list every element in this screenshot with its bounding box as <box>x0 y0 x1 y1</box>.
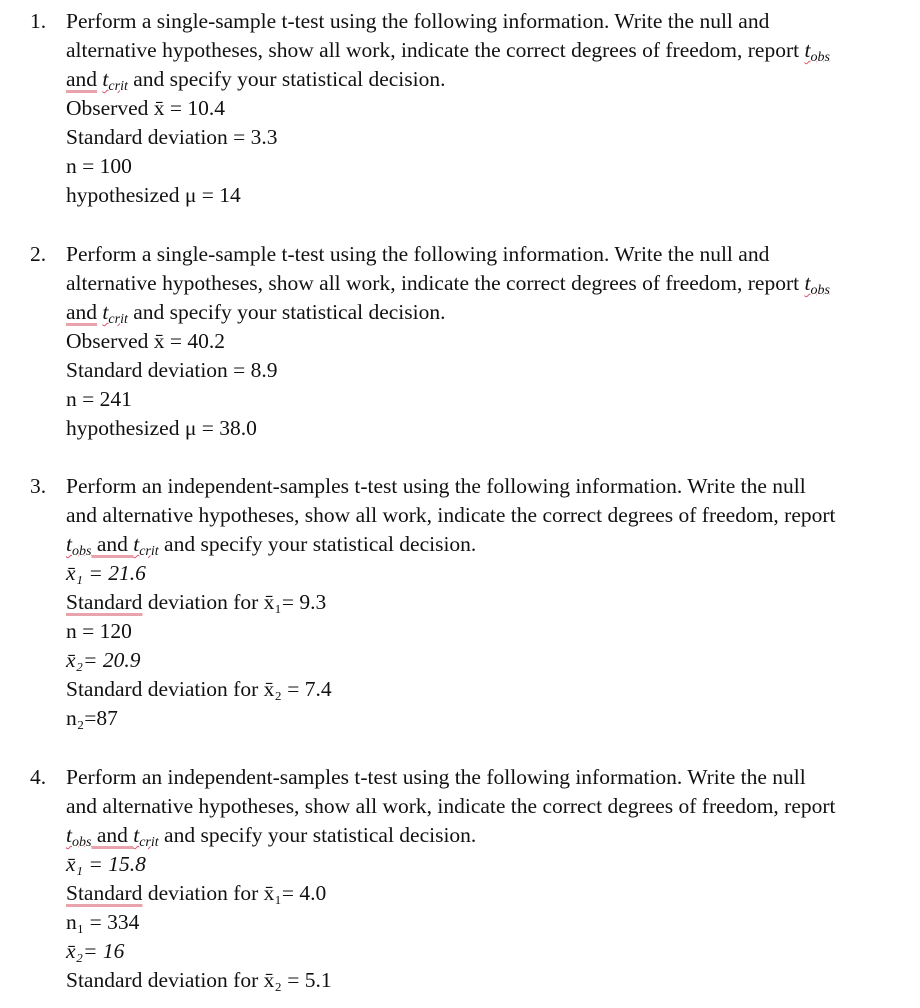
sample-1-sd-text: deviation for x̄₁= 9.3 <box>142 590 327 614</box>
observed-mean: Observed x̄ = 10.4 <box>66 96 226 120</box>
sample-2-sd: Standard deviation for x̄₂ = 5.1 <box>66 968 332 992</box>
intro-line-2 <box>66 36 910 65</box>
intro-line-2: and alternative hypotheses, show all work, indicate the correct degrees of freedom, report <box>66 794 836 818</box>
problem-body <box>66 240 910 443</box>
t-letter: t <box>133 823 140 847</box>
intro-line-1: Perform an independent-samples t-test using the following information. Write the null <box>66 765 806 789</box>
sample-size: n = 241 <box>66 387 132 411</box>
problem-number: 3. <box>30 474 47 498</box>
sample-1-sd <box>66 879 910 908</box>
t-letter: t <box>804 38 811 62</box>
problem-body <box>66 7 910 210</box>
t-letter: t <box>66 823 72 847</box>
t-obs-subscript: obs <box>71 544 92 559</box>
intro-line-2-text: alternative hypotheses, show all work, indicate the correct degrees of freedom, report <box>66 271 805 295</box>
intro-line-2: and alternative hypotheses, show all work, indicate the correct degrees of freedom, report <box>66 503 836 527</box>
sample-size: n = 100 <box>66 154 132 178</box>
intro-line-2 <box>66 269 910 298</box>
t-obs-term <box>66 532 92 559</box>
intro-line-3 <box>66 298 910 327</box>
standard-word: Standard <box>66 590 143 614</box>
t-letter: t <box>133 532 140 556</box>
t-obs-term <box>804 271 830 298</box>
sample-1-size: n₁ = 334 <box>66 910 140 934</box>
intro-suffix: and specify your statistical decision. <box>127 67 446 91</box>
t-obs-term <box>804 38 830 65</box>
sample-2-mean: x̄₂= 16 <box>66 939 125 963</box>
sample-1-size: n = 120 <box>66 619 132 643</box>
problem-2 <box>30 240 910 443</box>
and-word: and <box>66 67 98 91</box>
sample-2-mean: x̄₂= 20.9 <box>66 648 141 672</box>
intro-line-1: Perform a single-sample t-test using the following information. Write the null and <box>66 242 770 266</box>
standard-word: Standard <box>66 881 143 905</box>
standard-deviation: Standard deviation = 3.3 <box>66 125 278 149</box>
sample-1-mean: x̄₁ = 15.8 <box>66 852 146 876</box>
intro-suffix: and specify your statistical decision. <box>127 300 446 324</box>
problem-number: 2. <box>30 242 47 266</box>
t-crit-subscript: crit <box>139 544 159 559</box>
intro-line-1: Perform an independent-samples t-test using the following information. Write the null <box>66 474 806 498</box>
t-letter: t <box>804 271 811 295</box>
problem-3 <box>30 472 910 733</box>
standard-deviation: Standard deviation = 8.9 <box>66 358 278 382</box>
t-crit-term <box>102 67 128 94</box>
t-crit-subscript: crit <box>108 312 128 327</box>
and-word: and <box>91 823 134 847</box>
t-crit-term <box>102 300 128 327</box>
t-crit-term <box>133 823 159 850</box>
t-letter: t <box>102 67 109 91</box>
intro-line-3 <box>66 530 910 559</box>
hypothesized-mu: hypothesized μ = 38.0 <box>66 416 257 440</box>
intro-line-2-text: alternative hypotheses, show all work, indicate the correct degrees of freedom, report <box>66 38 805 62</box>
t-crit-subscript: crit <box>139 835 159 850</box>
problem-body <box>66 472 910 733</box>
intro-suffix: and specify your statistical decision. <box>158 532 477 556</box>
problem-number: 4. <box>30 765 47 789</box>
intro-line-3 <box>66 821 910 850</box>
observed-mean: Observed x̄ = 40.2 <box>66 329 226 353</box>
problem-number: 1. <box>30 9 47 33</box>
t-obs-subscript: obs <box>71 835 92 850</box>
intro-line-1: Perform a single-sample t-test using the following information. Write the null and <box>66 9 770 33</box>
t-crit-subscript: crit <box>108 79 128 94</box>
t-obs-subscript: obs <box>810 50 830 65</box>
problem-1 <box>30 7 910 210</box>
sample-1-sd <box>66 588 910 617</box>
intro-line-3 <box>66 65 910 94</box>
t-obs-subscript: obs <box>810 283 830 298</box>
t-letter: t <box>66 532 72 556</box>
problem-4 <box>30 763 910 995</box>
and-word: and <box>66 300 98 324</box>
sample-1-mean: x̄₁ = 21.6 <box>66 561 146 585</box>
sample-2-sd: Standard deviation for x̄₂ = 7.4 <box>66 677 332 701</box>
t-crit-term <box>133 532 159 559</box>
t-obs-term <box>66 823 92 850</box>
sample-1-sd-text: deviation for x̄₁= 4.0 <box>142 881 327 905</box>
t-letter: t <box>102 300 109 324</box>
hypothesized-mu: hypothesized μ = 14 <box>66 183 241 207</box>
intro-suffix: and specify your statistical decision. <box>158 823 477 847</box>
sample-2-size: n₂=87 <box>66 706 118 730</box>
problem-body <box>66 763 910 995</box>
and-word: and <box>91 532 134 556</box>
